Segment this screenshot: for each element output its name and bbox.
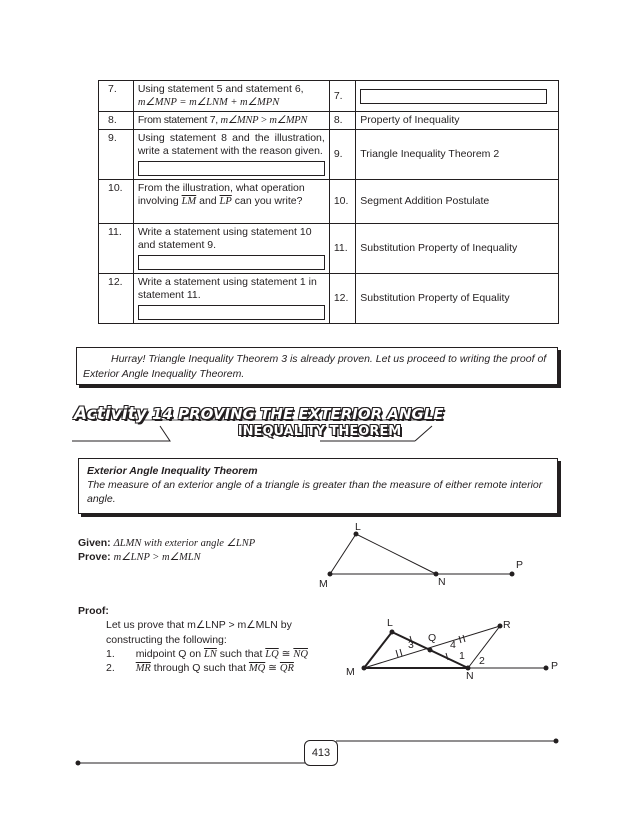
- step-text: ≅: [265, 662, 280, 674]
- reason-number: 10.: [329, 180, 355, 224]
- segment-mq: $\overline{MQ}$: [248, 663, 266, 674]
- proof-step2: [106, 661, 294, 676]
- proof-line1: [106, 618, 292, 632]
- given-text: ΔLMN with exterior angle ∠LNP: [113, 538, 256, 549]
- step-text: such that: [216, 648, 266, 660]
- proof-table: [98, 80, 559, 324]
- reason-text: Property of Inequality: [356, 112, 559, 130]
- given-line: [78, 536, 255, 551]
- segment-ln: $\overline{LN}$: [203, 649, 217, 660]
- segment-qr: $\overline{QR}$: [279, 663, 294, 674]
- reason-number: 9.: [329, 130, 355, 180]
- step-text: midpoint Q on: [135, 648, 204, 660]
- table-row: [99, 180, 559, 224]
- statement-math: m∠MNP > m∠MPN: [220, 115, 308, 126]
- answer-box[interactable]: [138, 161, 325, 176]
- vertex-l-label: L: [387, 617, 393, 629]
- proof-text: Let us prove that m∠LNP > m∠MLN by: [106, 619, 292, 631]
- statement-text: Using statement 5 and statement 6,: [137, 83, 304, 95]
- table-row: [99, 224, 559, 274]
- table-row: [99, 81, 559, 112]
- construction-figure: [350, 616, 560, 686]
- activity-title: [74, 404, 444, 424]
- prove-label: Prove:: [78, 551, 111, 563]
- answer-box[interactable]: [360, 89, 547, 104]
- note-text: Hurray! Triangle Inequality Theorem 3 is already proven. Let us proceed to writing the proof of Exterior Angle Inequality Theorem.: [83, 353, 547, 380]
- vertex-m-label: M: [346, 666, 355, 678]
- vertex-n-label: N: [438, 576, 446, 588]
- segment-nq: $\overline{NQ}$: [293, 649, 308, 660]
- vertex-l-label: L: [355, 521, 361, 533]
- vertex-p-label: P: [551, 660, 559, 672]
- row-number: 7.: [99, 81, 134, 112]
- reason-text: Triangle Inequality Theorem 2: [356, 130, 559, 180]
- segment-mr: $\overline{MR}$: [135, 663, 151, 674]
- statement-cell: [133, 180, 329, 224]
- proof-label: Proof:: [78, 605, 109, 617]
- proof-step1: [106, 647, 308, 662]
- activity-word: Activity: [74, 404, 147, 424]
- activity-title-line2: INEQUALITY THEOREM: [237, 424, 402, 439]
- statement-text: Using statement 8 and the illustration, write a statement with the reason given.: [137, 132, 325, 157]
- activity-title-line1: PROVING THE EXTERIOR ANGLE: [178, 405, 444, 423]
- reason-cell: [356, 81, 559, 112]
- statement-text: and: [196, 195, 220, 207]
- table-row: [99, 274, 559, 324]
- reason-number: 12.: [329, 274, 355, 324]
- theorem-box: [78, 458, 558, 514]
- reason-number: 11.: [329, 224, 355, 274]
- angle-3-label: 3: [408, 639, 414, 651]
- vertex-m-label: M: [319, 578, 328, 590]
- triangle-figure: [300, 518, 560, 598]
- activity-number: 14: [152, 405, 173, 423]
- table-row: [99, 130, 559, 180]
- row-number: 12.: [99, 274, 134, 324]
- row-number: 9.: [99, 130, 134, 180]
- row-number: 10.: [99, 180, 134, 224]
- prove-line: [78, 550, 201, 565]
- vertex-r-label: R: [503, 619, 511, 631]
- vertex-q-label: Q: [428, 632, 437, 644]
- statement-text: Write a statement using statement 1 in statement 11.: [137, 276, 317, 301]
- segment-lp: $\overline{LP}$: [219, 196, 232, 207]
- statement-cell: [133, 274, 329, 324]
- segment-lm: $\overline{LM}$: [181, 196, 197, 207]
- reason-text: Substitution Property of Inequality: [356, 224, 559, 274]
- row-number: 11.: [99, 224, 134, 274]
- theorem-body: The measure of an exterior angle of a triangle is greater than the measure of either remote interior angle.: [87, 479, 543, 505]
- statement-text: From the illustration, what operation involving: [137, 182, 305, 207]
- statement-math: m∠MNP = m∠LNM + m∠MPN: [137, 97, 280, 108]
- row-number: 8.: [99, 112, 134, 130]
- given-label: Given:: [78, 537, 111, 549]
- statement-cell: [133, 81, 329, 112]
- statement-cell: [133, 224, 329, 274]
- reason-number: 7.: [329, 81, 355, 112]
- statement-cell: [133, 112, 329, 130]
- proof-line2: constructing the following:: [106, 634, 227, 646]
- step-number: 1.: [106, 648, 115, 660]
- reason-text: Segment Addition Postulate: [356, 180, 559, 224]
- statement-cell: [133, 130, 329, 180]
- theorem-title: Exterior Angle Inequality Theorem: [87, 465, 258, 477]
- step-text: through Q such that: [150, 662, 249, 674]
- prove-text: m∠LNP > m∠MLN: [113, 552, 201, 563]
- reason-number: 8.: [329, 112, 355, 130]
- angle-2-label: 2: [479, 655, 485, 667]
- reason-text: Substitution Property of Equality: [356, 274, 559, 324]
- statement-text: From statement 7,: [137, 114, 221, 126]
- answer-box[interactable]: [138, 255, 325, 270]
- angle-4-label: 4: [450, 639, 456, 651]
- step-number: 2.: [106, 662, 115, 674]
- note-box: [76, 347, 558, 385]
- vertex-n-label: N: [466, 670, 474, 682]
- angle-1-label: 1: [459, 650, 465, 662]
- answer-box[interactable]: [138, 305, 325, 320]
- table-row: [99, 112, 559, 130]
- segment-lq: $\overline{LQ}$: [265, 649, 279, 660]
- page-number: 413: [304, 740, 338, 766]
- step-text: ≅: [278, 648, 294, 660]
- statement-text: can you write?: [231, 195, 303, 207]
- vertex-p-label: P: [516, 559, 524, 571]
- statement-text: Write a statement using statement 10 and statement 9.: [137, 226, 312, 251]
